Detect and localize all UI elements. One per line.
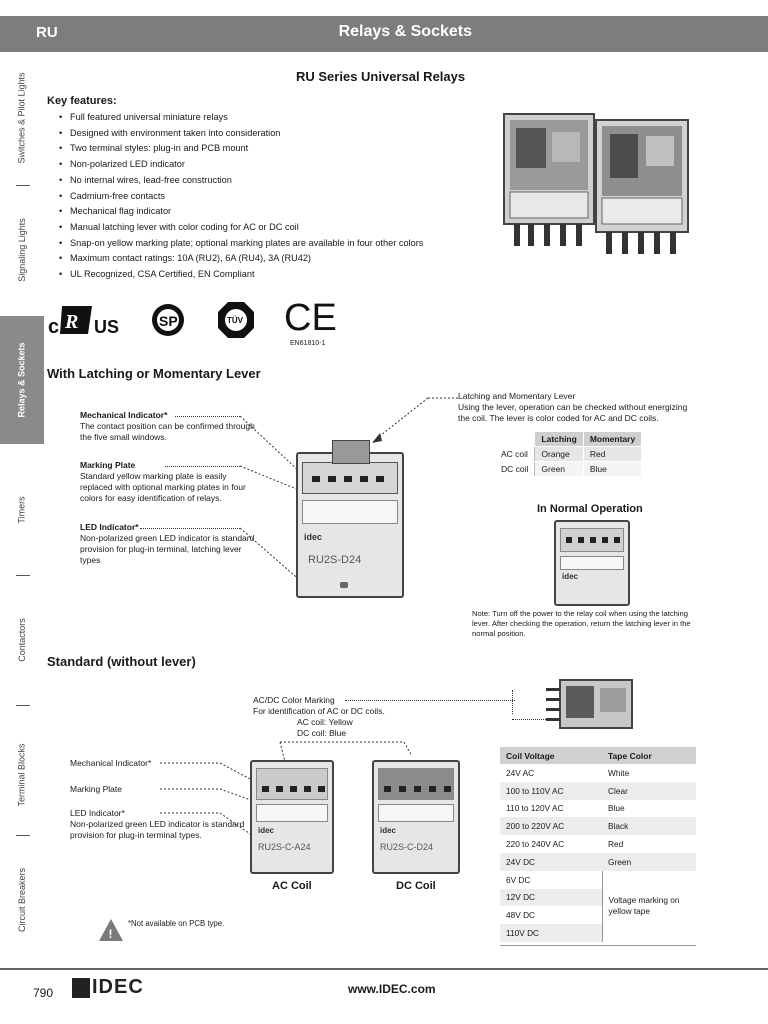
table-header: Latching [535, 432, 583, 447]
features-heading: Key features: [47, 95, 117, 107]
sidebar-divider [16, 185, 30, 186]
svg-text:US: US [94, 317, 120, 337]
table-row: DC coil Green Blue [495, 462, 642, 477]
table-row: 24V DC Green [500, 853, 696, 871]
table-row: 200 to 220V AC Black [500, 817, 696, 835]
header-title: Relays & Sockets [338, 23, 472, 40]
feature-item: • Snap-on yellow marking plate; optional marking plates are available in four other colors [58, 236, 478, 252]
callout-desc: Non-polarized green LED indicator is standard provision for plug-in terminal, latching lever types [80, 533, 255, 565]
callout-desc: Using the lever, operation can be checked without energizing the coil. The lever is color coded for AC and DC coils. [458, 402, 688, 423]
ac-coil-line: AC coil: Yellow [297, 717, 353, 727]
feature-item: • Non-polarized LED indicator [58, 157, 478, 173]
table-row: AC coil Orange Red [495, 447, 642, 462]
callout-desc: The contact position can be confirmed through the five small windows. [80, 421, 255, 442]
section-code: RU [36, 24, 58, 41]
footer-rule [0, 968, 768, 970]
sidebar-divider [16, 575, 30, 576]
latching-relay-illustration [296, 452, 404, 598]
callout-label: Marking Plate [80, 460, 136, 470]
sidebar-tab-signaling[interactable]: Signaling Lights [17, 218, 28, 282]
normal-operation-heading: In Normal Operation [537, 503, 643, 515]
svg-text:SP: SP [159, 313, 178, 329]
table-row: 12V DC [500, 889, 696, 907]
callout-label: Mechanical Indicator* [80, 410, 168, 420]
table-row: 110V DC [500, 924, 696, 942]
ac-coil-relay: idec RU2S-C-A24 [250, 760, 334, 874]
relay-brand: idec [304, 532, 323, 542]
relay-model: RU2S-D24 [308, 554, 362, 566]
relay-product-photo [500, 100, 695, 265]
relay-model: RU2S-C-D24 [380, 842, 434, 852]
ul-logo [48, 300, 132, 340]
footer-url-link[interactable]: www.IDEC.com [348, 982, 436, 996]
latching-lever [332, 440, 370, 464]
standard-led-label: LED Indicator* [70, 808, 125, 818]
callout-label: AC/DC Color Marking [253, 695, 335, 705]
table-header: Tape Color [602, 747, 696, 764]
svg-text:c: c [48, 316, 60, 338]
sidebar-tab-relays-active[interactable]: Relays & Sockets [0, 316, 44, 444]
callout-label: LED Indicator* [80, 522, 139, 532]
led-indicator [340, 582, 348, 588]
latching-heading: With Latching or Momentary Lever [47, 366, 261, 381]
dc-coil-relay: idec RU2S-C-D24 [372, 760, 460, 874]
table-row: 100 to 110V AC Clear [500, 782, 696, 800]
lever-color-table [494, 431, 642, 477]
feature-item: • Two terminal styles: plug-in and PCB mount [58, 141, 478, 157]
svg-text:TÜV: TÜV [227, 316, 243, 325]
callout-label: Latching and Momentary Lever [458, 391, 576, 401]
feature-item: • No internal wires, lead-free construction [58, 173, 478, 189]
svg-text:!: ! [108, 927, 113, 941]
standard-marking-plate-label: Marking Plate [70, 784, 122, 794]
latching-mech-indicator-callout [80, 410, 260, 443]
table-row: 48V DC [506, 910, 536, 921]
idec-logo: IDEC [72, 976, 152, 1000]
standard-led-desc: Non-polarized green LED indicator is standard provision for plug-in terminal types. [70, 819, 245, 840]
warning-icon [98, 918, 124, 942]
acdc-marking-callout [253, 695, 403, 739]
features-list [58, 110, 478, 283]
table-row: 6V DC Voltage marking on yellow tape [500, 871, 696, 889]
latching-note: Note: Turn off the power to the relay coil when using the latching lever. After checking the operation, return the latching lever in the normal position. [472, 609, 691, 638]
ce-standard-note: EN61810-1 [290, 340, 326, 347]
sidebar-divider [16, 835, 30, 836]
relay-model: RU2S-C-A24 [258, 842, 311, 852]
dc-coil-line: DC coil: Blue [297, 728, 347, 738]
sidebar-tab-contactors[interactable]: Contactors [17, 618, 27, 662]
csa-logo [150, 300, 190, 340]
page-number: 790 [33, 986, 54, 1000]
sidebar-tab-switches[interactable]: Switches & Pilot Lights [17, 72, 28, 164]
feature-item: • Maximum contact ratings: 10A (RU2), 6A (RU4), 3A (RU42) [58, 251, 478, 267]
table-header: Momentary [583, 432, 641, 447]
feature-item: • Designed with environment taken into consideration [58, 126, 478, 142]
table-bottom-rule [500, 945, 696, 946]
table-row: 24V AC White [506, 767, 630, 778]
sidebar-tab-terminal-blocks[interactable]: Terminal Blocks [17, 743, 27, 807]
standard-leader-lines [160, 758, 260, 848]
standard-mech-indicator-label: Mechanical Indicator* [70, 758, 152, 768]
sidebar-divider [16, 705, 30, 706]
callout-desc: Standard yellow marking plate is easily replaced with optional marking plates in four colors for easy identification of relays. [80, 471, 246, 503]
page-header-bar [0, 16, 768, 52]
sidebar [0, 60, 44, 950]
feature-item: • UL Recognized, CSA Certified, EN Compliant [58, 267, 478, 283]
feature-item: • Full featured universal miniature relays [58, 110, 478, 126]
ac-coil-caption: AC Coil [272, 880, 312, 892]
coil-voltage-table [500, 747, 696, 942]
sidebar-tab-timers[interactable]: Timers [16, 496, 27, 524]
voltage-marking-note: Voltage marking on yellow tape [602, 871, 696, 942]
lever-leader [370, 395, 460, 445]
callout-desc: For identification of AC or DC coils. [253, 706, 385, 716]
sidebar-tab-circuit-breakers[interactable]: Circuit Breakers [17, 867, 28, 933]
dc-coil-caption: DC Coil [396, 880, 436, 892]
svg-text:CE: CE [284, 297, 337, 336]
lever-callout [458, 391, 690, 424]
page-title: RU Series Universal Relays [296, 69, 466, 84]
tuv-logo [216, 300, 256, 340]
feature-item: • Manual latching lever with color coding for AC or DC coil [58, 220, 478, 236]
table-row: 110 to 120V AC Blue [506, 803, 625, 814]
normal-operation-relay: idec [554, 520, 630, 606]
feature-item: • Mechanical flag indicator [58, 204, 478, 220]
table-header: Coil Voltage [500, 747, 602, 764]
standard-heading: Standard (without lever) [47, 654, 196, 669]
table-row: 220 to 240V AC Red [506, 839, 624, 850]
standard-relay-side-photo [544, 676, 636, 736]
marking-plate [302, 500, 398, 524]
pcb-footnote: *Not available on PCB type. [128, 919, 225, 928]
feature-item: • Cadmium-free contacts [58, 189, 478, 205]
ce-logo [284, 296, 344, 352]
svg-text:R: R [65, 311, 79, 333]
